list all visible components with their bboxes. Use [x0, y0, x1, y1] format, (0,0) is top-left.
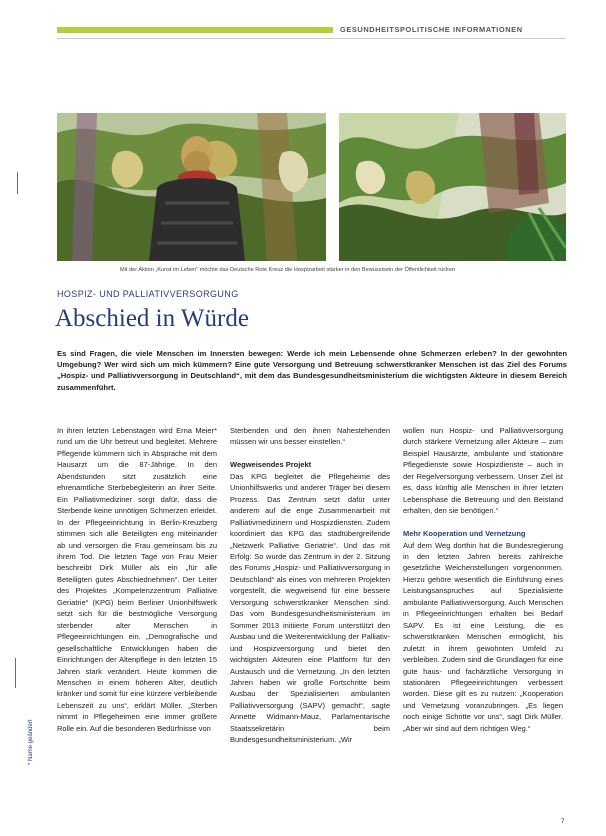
- photo-caption: Mit der Aktion „Kunst im Leben“ möchte das Deutsche Rote Kreuz die Hospizarbeit stärker in den Bewusstsein der Öffentlichkeit rücken: [120, 267, 456, 273]
- section-label: GESUNDHEITSPOLITISCHE INFORMATIONEN: [340, 25, 523, 34]
- paragraph: wollen nun Hospiz- und Palliativversorgung durch stärkere Vernetzung aller Akteure – zum Beispiel Hausärzte, ambulante und stationäre Pflegedienste sowie Hospizdienste – auch in der Regelversorgung verbessern. Unser Ziel ist es, dass künftig alle Menschen in ihrer letzten Lebensphase die Betreuung und den Beistand erhalten, den sie benötigen.“: [403, 426, 563, 516]
- article-column-3: [403, 425, 563, 734]
- photo-left: [57, 113, 326, 261]
- photo-right: [339, 113, 566, 261]
- paragraph: Sterbenden und den ihnen Nahestehenden müssen wir uns besser einstellen.“: [230, 426, 390, 447]
- footnote-credit: * Name geändert: [28, 719, 34, 765]
- paragraph: Auf dem Weg dorthin hat die Bundesregierung in den letzten Jahren bereits zahlreiche gesetzliche Weichenstellungen vorgenommen. Hierzu gehöre wesentlich die Einführung eines Leistungsanspruches auf Spezialisierte ambulante Palliativversorgung. Auch Menschen in Pflegeeinrichtungen erhalten bei Bedarf SAPV. Es ist eine Leistung, die es schwerstkranken Menschen ermöglicht, bis zuletzt in ihrem gewohnten Umfeld zu verbleiben. Zudem sind die Grundlagen für eine gute haus- und fachärztliche Versorgung in stationären Pflegeeinrichtungen verbessert worden. Diese gilt es zu nutzen: „Kooperation und Vernetzung voranzubringen. „Es liegen noch einige Schritte vor uns“, sagt Dirk Müller. „Aber wir sind auf dem richtigen Weg.“: [403, 540, 563, 733]
- header-divider: [57, 38, 566, 39]
- article-column-1: [57, 425, 217, 734]
- header-accent-bar: [57, 27, 333, 33]
- margin-mark: [15, 658, 16, 688]
- margin-mark: [17, 172, 18, 194]
- subheading: Wegweisendes Projekt: [230, 460, 312, 470]
- page-number: 7: [561, 818, 565, 825]
- subheading: Mehr Kooperation und Vernetzung: [403, 529, 526, 539]
- article-column-2: [230, 425, 390, 746]
- article-title: Abschied in Würde: [55, 305, 249, 332]
- article-kicker: HOSPIZ- UND PALLIATIVVERSORGUNG: [57, 289, 239, 299]
- article-lead: Es sind Fragen, die viele Menschen im Innersten bewegen: Werde ich mein Lebensende ohne Schmerzen erleben? In der gewohnten Umgebung? Wer wird sich um mich kümmern? Eine gute Versorgung und Betreuung schwerstkranker Menschen ist das Ziel des Forums „Hospiz- und Palliativversorgung in Deutschland“, mit dem das Bundesgesundheitsministerium die wichtigsten Akteure in diesem Bereich zusammenführt.: [57, 349, 567, 392]
- paragraph: Das KPG begleitet die Pflegeheime des Unionhilfswerks und anderer Träger bei diesem Prozess. Das Zentrum setzt dafür unter anderem auf die enge Zusammenarbeit mit Palliativmedizinern und Hospizdiensten. Zudem koordiniert das KPG das stadtübergreifende „Netzwerk Palliative Geriatrie“. Und das mit Erfolg: So wurde das Zentrum in der 2. Sitzung des Forums „Hospiz- und Palliativversorgung in Deutschland“ als eines von mehreren Projekten vorgestellt, die wegweisend für eine bessere Versorgung schwerstkranker Menschen sind. Das vom Bundesgesundheitsministerium im Sommer 2013 initiierte Forum unterstützt den Ausbau und die Weiterentwicklung der Palliativ- und Hospizversorgung und bietet den wichtigsten Akteuren eine Plattform für den Austausch und die Vernetzung. „In den letzten Jahren haben wir große Fortschritte beim Ausbau der Spezialisierten ambulanten Palliativversorgung (SAPV) gemacht“, sagte Annette Widmann-Mauz, Parlamentarische Staatssekretärin beim Bundesgesundheitsministerium. „Wir: [230, 471, 390, 745]
- paragraph: In ihren letzten Lebenstagen wird Erna Meier* rund um die Uhr betreut und begleitet. Mehrere Pflegende kümmern sich in Absprache mit dem Hausarzt um die 87-Jährige. In den Abendstunden sitzt zusätzlich eine ehrenamtliche Sterbebegleiterin an ihrer Seite. Ein Palliativmediziner sorgt dafür, dass die Sterbende keine unnötigen Schmerzen erleidet. In der Pflegeeinrichtung in Berlin-Kreuzberg stimmen sich alle Beteiligten eng miteinander ab und versorgen die Frau gemeinsam bis zu ihrem Tod. Die letzten Tage von Frau Meier beschreibt Dirk Müller als ein „für alle Beteiligten gutes Abschiednehmen“. Der Leiter des Projektes „Kompetenzzentrum Palliative Geriatrie“ (KPG) beim Berliner Unionhilfswerk setzt sich für die bestmögliche Versorgung sterbender alter Menschen in Pflegeeinrichtungen ein. „Demografische und gesellschaftliche Entwicklungen haben die Einrichtungen der Altenpflege in den letzten 15 Jahren stark verändert. Heute kommen die Menschen in einem höheren Alter, deutlich kränker und somit für eine kürzere verbleibende Lebenszeit zu uns“, erklärt Müller. „Sterben nimmt in Pflegeheimen eine immer größere Rolle ein. Auf die besonderen Bedürfnisse von: [57, 426, 217, 733]
